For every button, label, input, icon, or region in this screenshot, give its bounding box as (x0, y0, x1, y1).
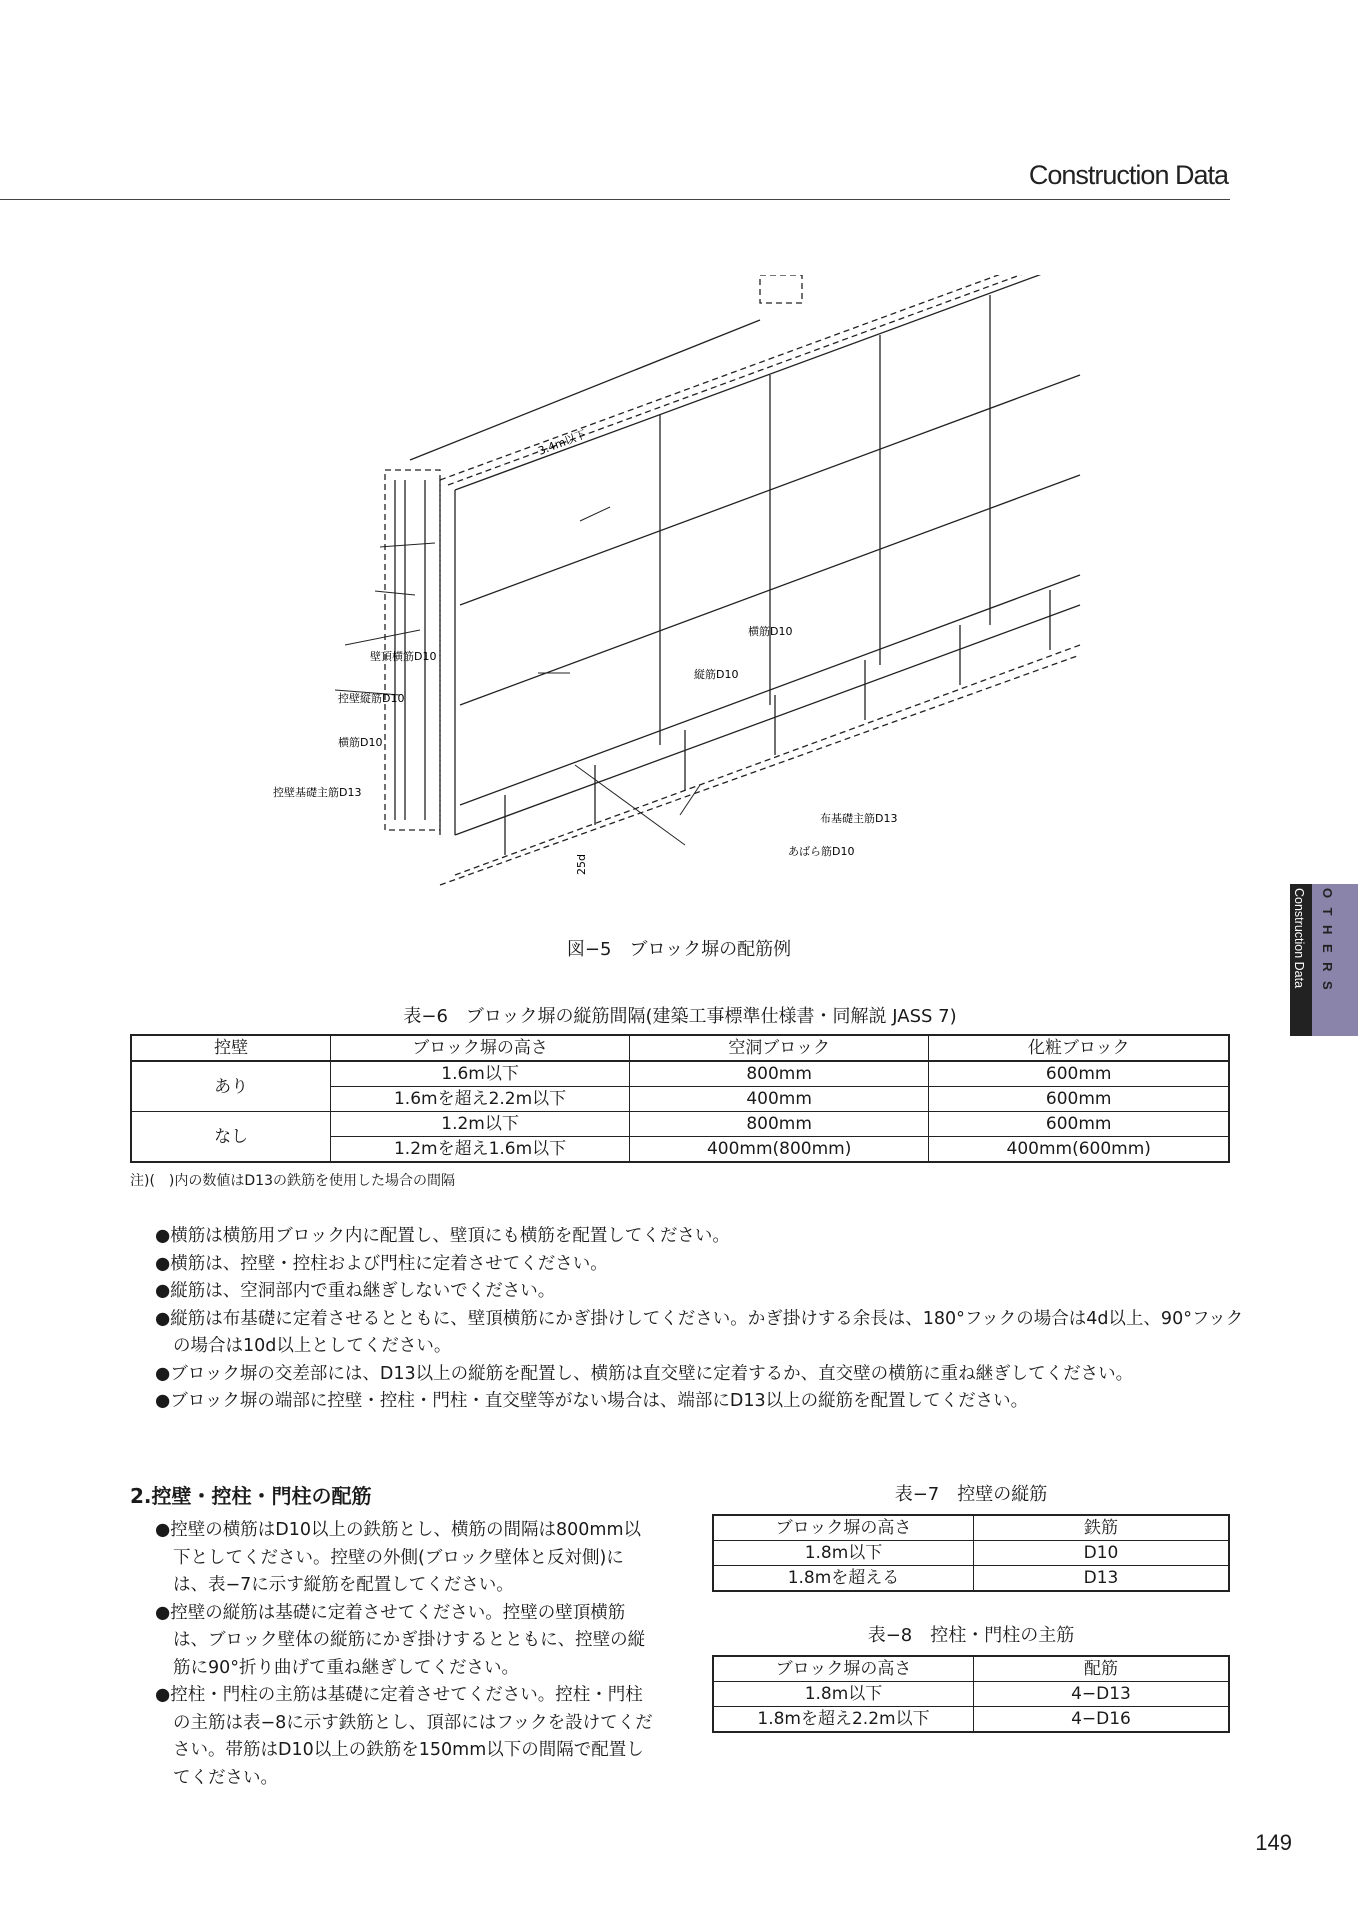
table8 (712, 1655, 1230, 1733)
table-row (131, 1061, 1229, 1087)
figure-caption: 図−5 ブロック塀の配筋例 (566, 939, 792, 960)
table-header: 控壁 (131, 1035, 331, 1061)
table-row (713, 1541, 1229, 1566)
label-embed: 25d (575, 854, 588, 875)
table-cell: 1.8mを超える (713, 1566, 974, 1592)
table-row (713, 1682, 1229, 1707)
rebar-diagram (260, 275, 1100, 935)
table-row (131, 1112, 1229, 1137)
table-cell: 1.8m以下 (713, 1682, 974, 1707)
table-header-row (131, 1035, 1229, 1061)
table6 (130, 1034, 1230, 1163)
table7-caption: 表−7 控壁の縦筋 (894, 1484, 1048, 1505)
page-number: 149 (1255, 1830, 1292, 1855)
list-item: ●控柱・門柱の主筋は基礎に定着させてください。控柱・門柱の主筋は表−8に示す鉄筋とし、頂部にはフックを設けてください。帯筋はD10以上の鉄筋を150mm以下の間隔で配置してください。 (155, 1685, 653, 1788)
header-rule (0, 199, 1230, 200)
list-item: ●控壁の横筋はD10以上の鉄筋とし、横筋の間隔は800mm以下としてください。控壁の外側(ブロック壁体と反対側)には、表−7に示す縦筋を配置してください。 (155, 1520, 642, 1595)
table-cell: 1.8m以下 (713, 1541, 974, 1566)
table-cell: 1.6mを超え2.2m以下 (331, 1087, 630, 1112)
list-item: ●ブロック塀の交差部には、D13以上の縦筋を配置し、横筋は直交壁に定着するか、直交壁の横筋に重ね継ぎしてください。 (155, 1363, 1134, 1384)
table-cell: 400mm (629, 1087, 929, 1112)
table6-caption: 表−6 ブロック塀の縦筋間隔(建築工事標準仕様書・同解説 JASS 7) (403, 1006, 957, 1027)
list-item: ●控壁の縦筋は基礎に定着させてください。控壁の壁頂横筋は、ブロック壁体の縦筋にかぎ掛けするとともに、控壁の縦筋に90°折り曲げて重ね継ぎしてください。 (155, 1602, 646, 1678)
table7 (712, 1514, 1230, 1592)
table6-note: 注)( )内の数値はD13の鉄筋を使用した場合の間隔 (130, 1173, 455, 1189)
table-cell: D10 (974, 1541, 1230, 1566)
side-tab-label-big: OTHERS (1320, 888, 1335, 1000)
table-header-row (713, 1656, 1229, 1682)
list-item: ●縦筋は布基礎に定着させるとともに、壁頂横筋にかぎ掛けしてください。かぎ掛けする余長は、180°フックの場合は4d以上、90°フックの場合は10d以上としてください。 (155, 1308, 1244, 1356)
list-item: ●縦筋は、空洞部内で重ね継ぎしないでください。 (155, 1281, 556, 1301)
side-tab-label-small: Construction Data (1292, 888, 1306, 989)
table-cell: あり (131, 1061, 331, 1112)
label-horizontal-right: 横筋D10 (748, 625, 793, 638)
table-cell: 1.2mを超え1.6m以下 (331, 1137, 630, 1163)
table-row (713, 1707, 1229, 1733)
section2-title: 2.控壁・控柱・門柱の配筋 (130, 1484, 372, 1508)
label-stirrup: あばら筋D10 (788, 845, 855, 858)
wall-bottom-edge (455, 605, 1080, 835)
table-header: ブロック塀の高さ (713, 1656, 974, 1682)
list-item: ●横筋は横筋用ブロック内に配置し、壁頂にも横筋を配置してください。 (155, 1226, 730, 1246)
table-cell: 600mm (929, 1061, 1229, 1087)
table-cell: 600mm (929, 1087, 1229, 1112)
leader-stirrup (575, 765, 685, 845)
table-cell: 600mm (929, 1112, 1229, 1137)
label-length: 3.4m以下 (536, 427, 588, 458)
label-top-horizontal: 壁頂横筋D10 (370, 650, 437, 663)
table-header: ブロック塀の高さ (331, 1035, 630, 1061)
table-cell: 4−D16 (974, 1707, 1230, 1733)
list-item: ●横筋は、控壁・控柱および門柱に定着させてください。 (155, 1253, 608, 1274)
table-header: ブロック塀の高さ (713, 1515, 974, 1541)
table-cell: 400mm(800mm) (629, 1137, 929, 1163)
table8-caption: 表−8 控柱・門柱の主筋 (867, 1625, 1075, 1646)
wall-top-edge (455, 275, 1080, 490)
table-cell: 800mm (629, 1112, 929, 1137)
table-cell: 1.8mを超え2.2m以下 (713, 1707, 974, 1733)
table-cell: 800mm (629, 1061, 929, 1087)
label-strip-foundation: 布基礎主筋D13 (820, 812, 898, 825)
table-header: 化粧ブロック (929, 1035, 1229, 1061)
leader-top-horizontal (380, 543, 435, 547)
section2-bullet-list (155, 1517, 655, 1792)
label-buttress-vertical: 控壁縦筋D10 (338, 692, 405, 705)
label-horizontal-left: 横筋D10 (338, 736, 383, 749)
table-cell: 400mm(600mm) (929, 1137, 1229, 1163)
leader-strip-foundation (680, 785, 700, 815)
table-row (713, 1566, 1229, 1592)
table-cell: 1.6m以下 (331, 1061, 630, 1087)
table-header: 空洞ブロック (629, 1035, 929, 1061)
header-title: Construction Data (1028, 160, 1228, 190)
table-cell: 4−D13 (974, 1682, 1230, 1707)
label-buttress-foundation: 控壁基礎主筋D13 (273, 786, 362, 799)
leader-horizontal-left (345, 630, 420, 645)
table-header: 鉄筋 (974, 1515, 1230, 1541)
list-item: ●ブロック塀の端部に控壁・控柱・門柱・直交壁等がない場合は、端部にD13以上の縦筋を配置してください。 (155, 1391, 1029, 1411)
table-cell: なし (131, 1112, 331, 1163)
table-header: 配筋 (974, 1656, 1230, 1682)
bullet-list (155, 1223, 1255, 1416)
table-cell: 1.2m以下 (331, 1112, 630, 1137)
leader-horizontal-right (580, 507, 610, 521)
table-header-row (713, 1515, 1229, 1541)
label-vertical: 縦筋D10 (694, 668, 739, 681)
table-cell: D13 (974, 1566, 1230, 1592)
